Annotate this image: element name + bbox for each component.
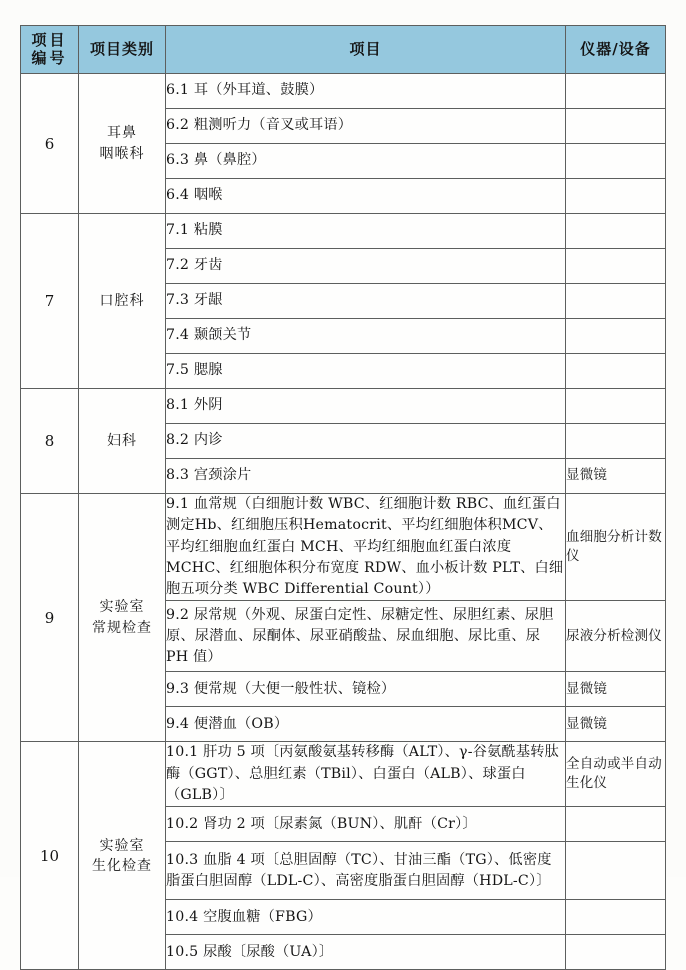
cell-item: 7.5 腮腺	[166, 354, 566, 389]
cell-item: 10.2 肾功 2 项〔尿素氮（BUN）、肌酐（Cr）〕	[166, 807, 566, 842]
category-line-1: 妇科	[107, 432, 137, 449]
cell-item: 9.3 便常规（大便一般性状、镜检）	[166, 672, 566, 707]
cell-equipment: 血细胞分析计数仪	[566, 494, 666, 601]
cell-group-category	[79, 74, 166, 214]
column-header-equipment: 仪器/设备	[566, 26, 666, 74]
cell-equipment: 尿液分析检测仪	[566, 601, 666, 672]
cell-item: 6.2 粗测听力（音叉或耳语）	[166, 109, 566, 144]
cell-equipment	[566, 842, 666, 900]
cell-group-category	[79, 389, 166, 494]
category-line-2: 常规检查	[92, 619, 152, 636]
cell-equipment	[566, 900, 666, 935]
cell-equipment	[566, 179, 666, 214]
cell-group-number: 6	[21, 74, 79, 214]
cell-group-number: 8	[21, 389, 79, 494]
cell-item: 7.1 粘膜	[166, 214, 566, 249]
cell-equipment	[566, 424, 666, 459]
cell-item: 10.4 空腹血糖（FBG）	[166, 900, 566, 935]
cell-item: 7.3 牙龈	[166, 284, 566, 319]
exam-items-table	[20, 25, 666, 970]
cell-equipment	[566, 249, 666, 284]
category-line-2: 咽喉科	[99, 145, 145, 162]
cell-group-number: 10	[21, 742, 79, 970]
cell-item: 10.5 尿酸〔尿酸（UA）〕	[166, 935, 566, 970]
cell-equipment	[566, 214, 666, 249]
header-row	[21, 26, 666, 74]
cell-equipment: 显微镜	[566, 672, 666, 707]
cell-equipment: 显微镜	[566, 707, 666, 742]
cell-group-category	[79, 214, 166, 389]
cell-item: 7.4 颞颌关节	[166, 319, 566, 354]
category-line-1: 实验室	[99, 599, 145, 616]
column-header-number-line2: 编号	[31, 48, 68, 67]
cell-equipment	[566, 935, 666, 970]
cell-item: 7.2 牙齿	[166, 249, 566, 284]
table-row	[21, 214, 666, 249]
cell-equipment	[566, 144, 666, 179]
cell-item: 6.1 耳（外耳道、鼓膜）	[166, 74, 566, 109]
cell-equipment	[566, 319, 666, 354]
category-line-1: 口腔科	[99, 292, 145, 309]
table-row	[21, 389, 666, 424]
cell-group-number: 7	[21, 214, 79, 389]
cell-equipment	[566, 109, 666, 144]
exam-items-table-container	[20, 25, 665, 970]
cell-item: 9.4 便潜血（OB）	[166, 707, 566, 742]
cell-group-number: 9	[21, 494, 79, 742]
table-row	[21, 494, 666, 601]
category-line-1: 实验室	[99, 837, 145, 854]
cell-equipment: 全自动或半自动生化仪	[566, 742, 666, 807]
cell-equipment	[566, 74, 666, 109]
column-header-category: 项目类别	[79, 26, 166, 74]
cell-item: 6.3 鼻（鼻腔）	[166, 144, 566, 179]
category-line-1: 耳鼻	[107, 125, 137, 142]
table-row	[21, 74, 666, 109]
cell-item: 10.1 肝功 5 项〔丙氨酸氨基转移酶（ALT）、γ-谷氨酰基转肽酶（GGT）、总胆红素（TBil）、白蛋白（ALB）、球蛋白（GLB）〕	[166, 742, 566, 807]
cell-item: 8.3 宫颈涂片	[166, 459, 566, 494]
cell-item: 8.1 外阴	[166, 389, 566, 424]
table-row	[21, 742, 666, 807]
cell-equipment	[566, 807, 666, 842]
cell-item: 8.2 内诊	[166, 424, 566, 459]
table-body	[21, 74, 666, 970]
cell-equipment	[566, 389, 666, 424]
cell-equipment	[566, 354, 666, 389]
column-header-item: 项目	[166, 26, 566, 74]
cell-item: 10.3 血脂 4 项〔总胆固醇（TC）、甘油三酯（TG）、低密度脂蛋白胆固醇（LDL-C）、高密度脂蛋白胆固醇（HDL-C）〕	[166, 842, 566, 900]
cell-group-category	[79, 494, 166, 742]
column-header-number	[21, 26, 79, 74]
cell-item: 9.1 血常规（白细胞计数 WBC、红细胞计数 RBC、血红蛋白测定Hb、红细胞压积Hematocrit、平均红细胞体积MCV、平均红细胞血红蛋白 MCH、平均红细胞血红蛋白浓度MCHC、红细胞体积分布宽度 RDW、血小板计数 PLT、白细胞五项分类 WBC Differential Count））	[166, 494, 566, 601]
cell-group-category	[79, 742, 166, 970]
cell-equipment: 显微镜	[566, 459, 666, 494]
cell-item: 6.4 咽喉	[166, 179, 566, 214]
category-line-2: 生化检查	[92, 857, 152, 874]
cell-item: 9.2 尿常规（外观、尿蛋白定性、尿糖定性、尿胆红素、尿胆原、尿潜血、尿酮体、尿亚硝酸盐、尿血细胞、尿比重、尿 PH 值）	[166, 601, 566, 672]
cell-equipment	[566, 284, 666, 319]
column-header-number-line1: 项目	[31, 30, 68, 49]
table-header	[21, 26, 666, 74]
